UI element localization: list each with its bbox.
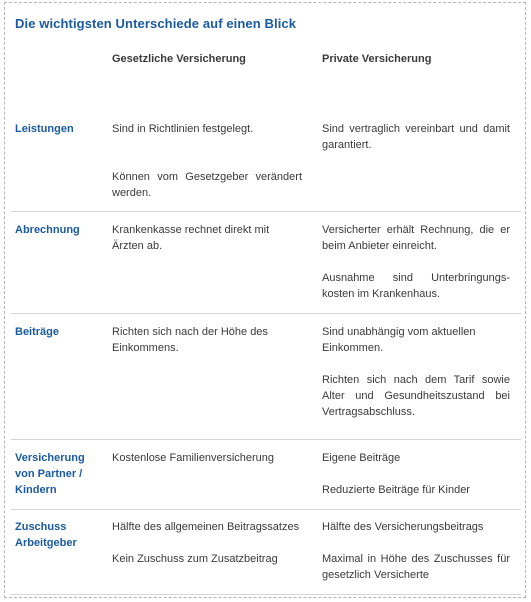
cell-leistungen-gesetzlich-1: Sind in Richtlinien festgelegt. xyxy=(112,123,254,135)
column-header-privat: Private Versicherung xyxy=(322,53,432,65)
cell-leistungen-privat-1: Sind vertraglich vereinbart und damit garantiert. xyxy=(322,123,510,151)
row-divider xyxy=(11,439,521,440)
cell-abrechnung-privat-2: Ausnahme sind Unterbringungs-kosten im Krankenhaus. xyxy=(322,272,510,300)
column-header-gesetzlich: Gesetzliche Versicherung xyxy=(112,53,246,65)
cell-zuschuss-privat-1: Hälfte des Versicherungsbeitrags xyxy=(322,521,484,533)
row-divider xyxy=(11,509,521,510)
page-title: Die wichtigsten Unterschiede auf einen Blick xyxy=(15,16,297,31)
cell-zuschuss-gesetzlich-2: Kein Zuschuss zum Zusatzbeitrag xyxy=(112,553,278,565)
row-divider xyxy=(11,211,521,212)
cell-beitraege-gesetzlich-1: Richten sich nach der Höhe des Einkommens. xyxy=(112,326,268,354)
cell-abrechnung-gesetzlich-1: Krankenkasse rechnet direkt mit Ärzten ab. xyxy=(112,224,270,252)
row-divider xyxy=(11,594,521,595)
cell-partner-gesetzlich-1: Kostenlose Familienversicherung xyxy=(112,452,275,464)
cell-leistungen-gesetzlich-2: Können vom Gesetzgeber verändert werden. xyxy=(112,171,302,199)
row-label-abrechnung: Abrechnung xyxy=(15,224,80,236)
cell-beitraege-privat-1: Sind unabhängig vom aktuellen Einkommen. xyxy=(322,326,476,354)
row-label-beitraege: Beiträge xyxy=(15,326,60,338)
cell-abrechnung-privat-1: Versicherter erhält Rechnung, die er beim Anbieter einreicht. xyxy=(322,224,510,252)
row-divider xyxy=(11,313,521,314)
row-label-leistungen: Leistungen xyxy=(15,123,74,135)
cell-partner-privat-2: Reduzierte Beiträge für Kinder xyxy=(322,484,470,496)
cell-zuschuss-gesetzlich-1: Hälfte des allgemeinen Beitragssatzes xyxy=(112,521,300,533)
cell-beitraege-privat-2: Richten sich nach dem Tarif sowie Alter und Gesundheitszustand bei Vertragsabschluss. xyxy=(322,374,510,418)
cell-zuschuss-privat-2: Maximal in Höhe des Zuschusses für gesetzlich Versicherte xyxy=(322,553,510,581)
row-label-zuschuss: Zuschuss Arbeitgeber xyxy=(15,521,77,549)
row-label-partner-kinder: Versicherung von Partner / Kindern xyxy=(15,452,85,496)
cell-partner-privat-1: Eigene Beiträge xyxy=(322,452,401,464)
